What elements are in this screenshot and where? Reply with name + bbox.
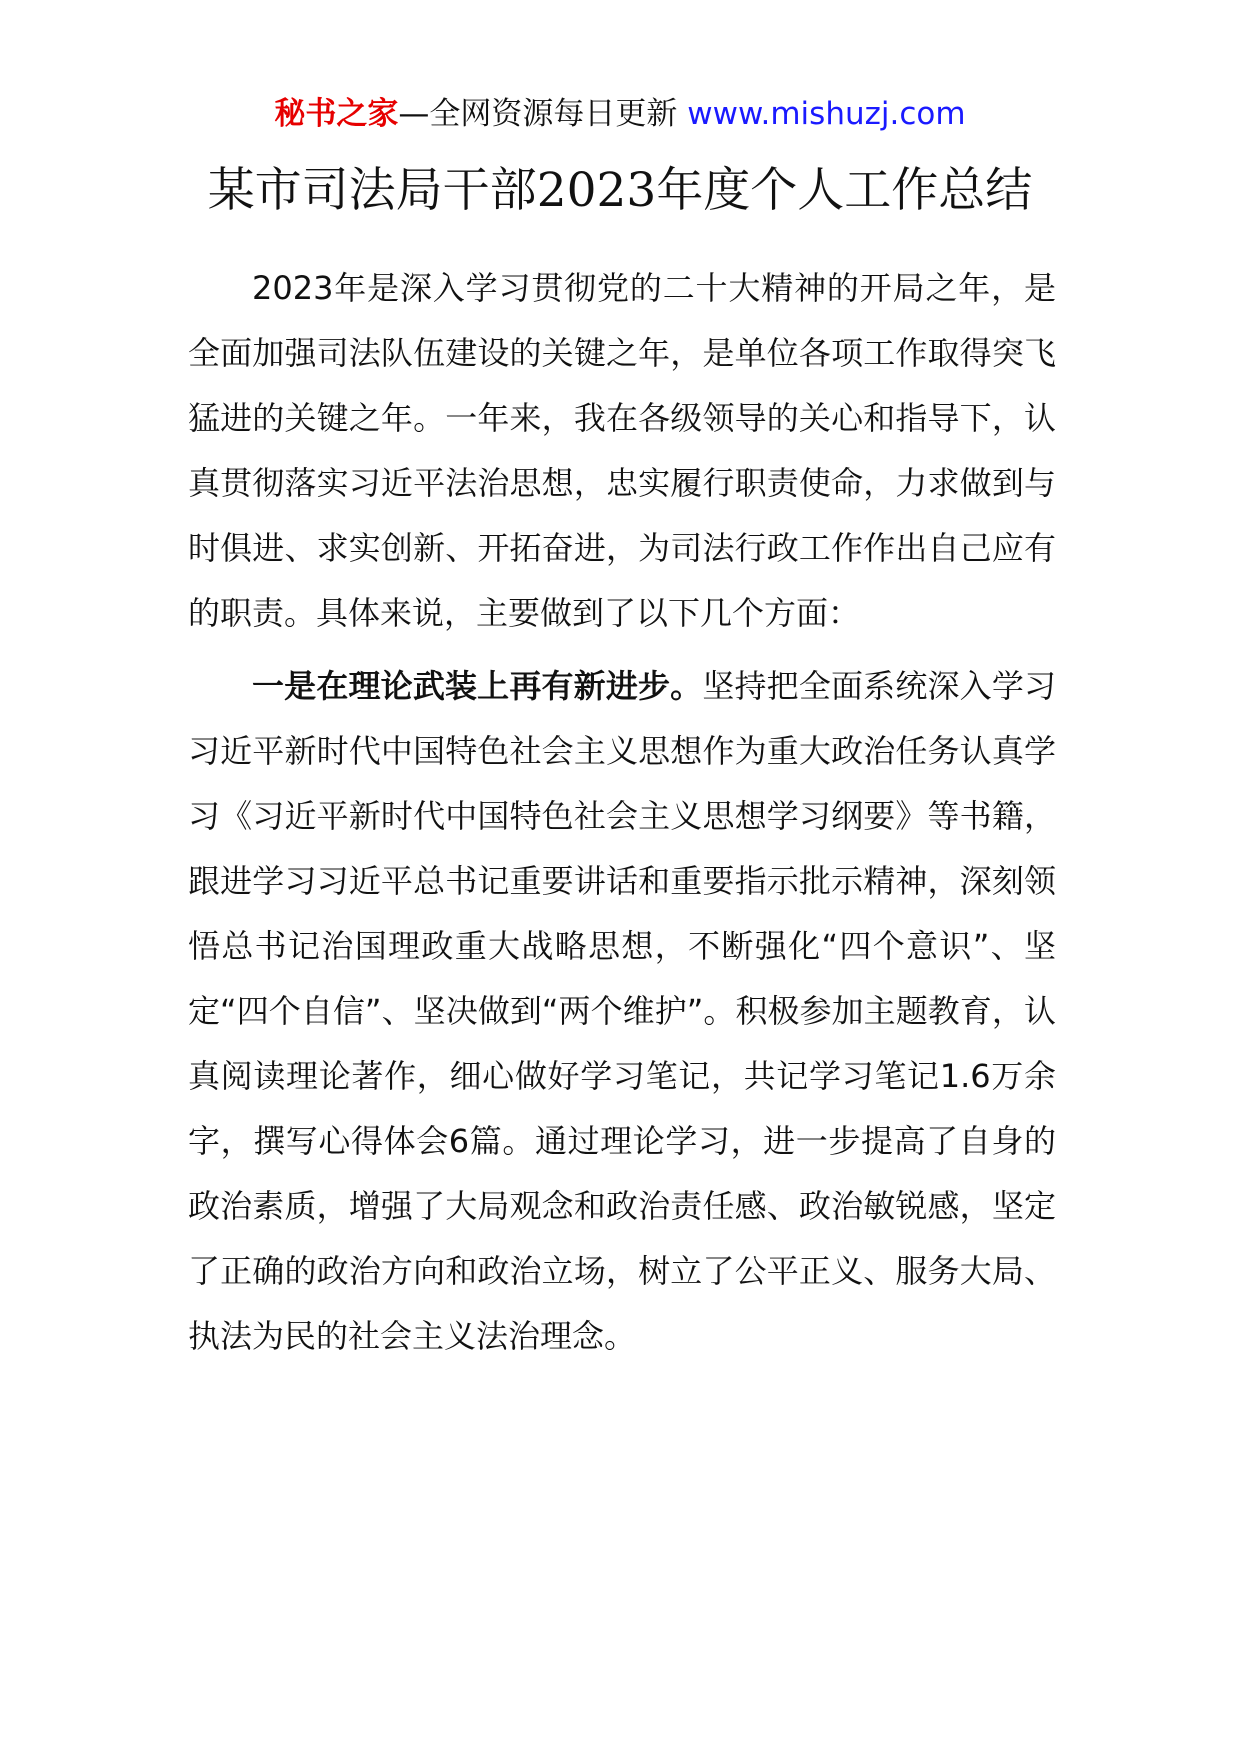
site-tagline: —全网资源每日更新 [398,96,688,132]
body-paragraph [188,256,1056,646]
site-brand: 秘书之家 [274,96,399,132]
title-suffix: 年度个人工作总结 [656,163,1033,218]
site-url-link[interactable]: www.mishuzj.com [687,96,966,132]
document-body [188,256,1056,1369]
paragraph-lead-heading: 一是在理论武装上再有新进步。 [252,667,703,705]
paragraph-text: 2023年是深入学习贯彻党的二十大精神的开局之年，是全面加强司法队伍建设的关键之年，是单位各项工作取得突飞猛进的关键之年。一年来，我在各级领导的关心和指导下，认真贯彻落实习近平法治思想，忠实履行职责使命，力求做到与时俱进、求实创新、开拓奋进，为司法行政工作作出自己应有的职责。具体来说，主要做到了以下几个方面： [188,269,1056,632]
title-year: 2023 [536,163,657,218]
site-header [0,92,1240,136]
title-prefix: 某市司法局干部 [207,163,537,218]
body-paragraph [188,654,1056,1369]
paragraph-text: 坚持把全面系统深入学习习近平新时代中国特色社会主义思想作为重大政治任务认真学习《习近平新时代中国特色社会主义思想学习纲要》等书籍，跟进学习习近平总书记重要讲话和重要指示批示精神，深刻领悟总书记治国理政重大战略思想，不断强化“四个意识”、坚定“四个自信”、坚决做到“两个维护”。积极参加主题教育，认真阅读理论著作，细心做好学习笔记，共记学习笔记1.6万余字，撰写心得体会6篇。通过理论学习，进一步提高了自身的政治素质，增强了大局观念和政治责任感、政治敏锐感，坚定了正确的政治方向和政治立场，树立了公平正义、服务大局、执法为民的社会主义法治理念。 [188,667,1056,1355]
document-title [0,155,1240,227]
